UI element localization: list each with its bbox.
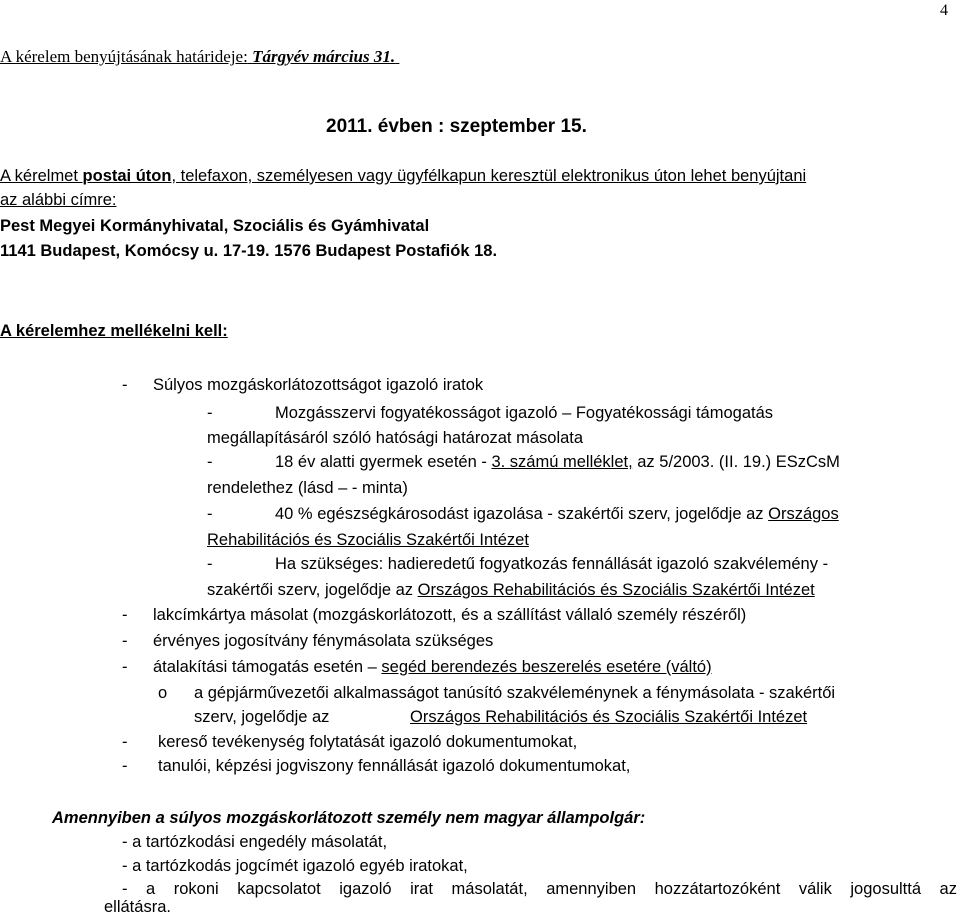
item-dash: -: [122, 757, 128, 775]
item-dash: -: [122, 733, 128, 751]
item-mobility-docs: Súlyos mozgáskorlátozottságot igazoló iratok: [153, 376, 484, 394]
institute-link[interactable]: Országos Rehabilitációs és Szociális Szakértői Intézet: [417, 581, 815, 599]
subitem-war-injury-cont: [207, 580, 815, 600]
annex-3-link[interactable]: 3. számú melléklet,: [491, 453, 633, 471]
item-conversion-text: átalakítási támogatás esetén –: [153, 658, 382, 676]
subitem-dash: -: [207, 505, 213, 523]
foreign-item-kinship: - a rokoni kapcsolatot igazoló irat másolatát, amennyiben hozzátartozóként válik jogosulttá az: [122, 880, 957, 898]
office-address: 1141 Budapest, Komócsy u. 17-19. 1576 Budapest Postafiók 18.: [0, 242, 498, 260]
subitem-under18-text: 18 év alatti gyermek esetén -: [275, 453, 492, 471]
subitem-dash: -: [207, 555, 213, 573]
deadline-label: A kérelem benyújtásának határideje:: [0, 47, 248, 66]
submission-text: A kérelmet: [0, 167, 83, 185]
subitem-dash: -: [207, 453, 213, 471]
institute-link-cont[interactable]: Rehabilitációs és Szociális Szakértői Intézet: [207, 531, 529, 549]
auxiliary-device-link[interactable]: segéd berendezés beszerelés esetére (váltó): [381, 658, 712, 676]
deadline-value: Tárgyév március 31.: [252, 47, 396, 66]
page-number: 4: [940, 2, 948, 19]
institute-link[interactable]: Országos: [768, 505, 839, 523]
deadline-line: [0, 47, 399, 67]
subitem-disability-decision: Mozgásszervi fogyatékosságot igazoló – Fogyatékossági támogatás: [275, 404, 774, 422]
foreign-item-kinship-cont: ellátásra.: [104, 898, 171, 916]
submission-text-rest: , telefaxon, személyesen vagy ügyfélkapun keresztül elektronikus úton lehet benyújtani: [171, 167, 807, 185]
item-student-docs: tanulói, képzési jogviszony fennállását igazoló dokumentumokat,: [158, 757, 631, 775]
item-employment-docs: kereső tevékenység folytatását igazoló dokumentumokat,: [158, 733, 578, 751]
item-conversion-support: [153, 657, 712, 677]
submission-postal: postai úton: [82, 167, 172, 185]
bullet-o: o: [158, 684, 168, 702]
year-deadline: 2011. évben : szeptember 15.: [326, 116, 587, 137]
subitem-under18: [275, 452, 840, 472]
item-driver-fitness-cont: [194, 707, 329, 727]
item-driver-fitness-text: szerv, jogelődje az: [194, 708, 330, 726]
subitem-disability-decision-cont: megállapításáról szóló hatósági határozat másolata: [207, 429, 584, 447]
submission-line-2: az alábbi címre:: [0, 191, 117, 209]
attachments-heading: A kérelemhez mellékelni kell:: [0, 322, 228, 340]
foreign-item-residence-title: - a tartózkodás jogcímét igazoló egyéb iratokat,: [122, 857, 468, 875]
item-dash: -: [122, 376, 128, 394]
item-address-card: lakcímkártya másolat (mozgáskorlátozott, és a szállítást vállaló személy részéről): [153, 606, 747, 624]
item-dash: -: [122, 658, 128, 676]
item-dash: -: [122, 606, 128, 624]
institute-link[interactable]: Országos Rehabilitációs és Szociális Szakértői Intézet: [410, 708, 808, 726]
subitem-under18-decree: az 5/2003. (II. 19.) ESzCsM: [632, 453, 840, 471]
office-name: Pest Megyei Kormányhivatal, Szociális és Gyámhivatal: [0, 217, 430, 235]
foreign-item-residence-permit: - a tartózkodási engedély másolatát,: [122, 833, 388, 851]
submission-line-1: [0, 166, 806, 186]
subitem-under18-cont: rendelethez (lásd – - minta): [207, 479, 408, 497]
subitem-war-injury-text: szakértői szerv, jogelődje az: [207, 581, 418, 599]
item-driving-licence: érvényes jogosítvány fénymásolata szükséges: [153, 632, 494, 650]
subitem-health-damage-text: 40 % egészségkárosodást igazolása - szakértői szerv, jogelődje az: [275, 505, 769, 523]
item-dash: -: [122, 632, 128, 650]
subitem-health-damage: [275, 504, 839, 524]
item-driver-fitness: a gépjárművezetői alkalmasságot tanúsító szakvéleménynek a fénymásolata - szakértői: [194, 684, 836, 702]
foreign-heading: Amennyiben a súlyos mozgáskorlátozott személy nem magyar állampolgár:: [52, 809, 646, 827]
subitem-dash: -: [207, 404, 213, 422]
subitem-war-injury: Ha szükséges: hadieredetű fogyatkozás fennállását igazoló szakvélemény -: [275, 555, 829, 573]
